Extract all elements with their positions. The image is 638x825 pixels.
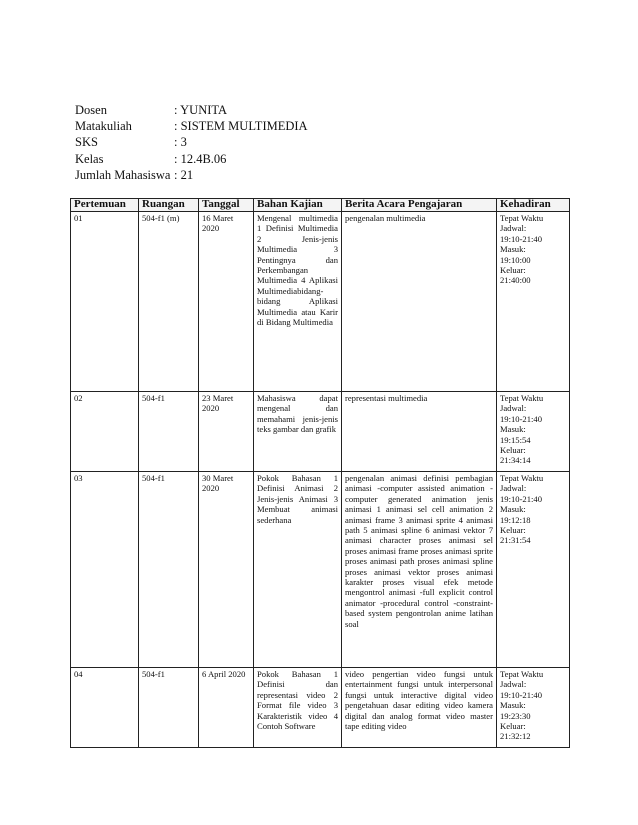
info-value: : 3 <box>174 135 187 150</box>
kehadiran-status: Tepat Waktu <box>500 213 544 223</box>
info-row-matakuliah <box>75 118 308 134</box>
kehadiran-value: 19:10-21:40 <box>500 413 543 424</box>
cell-tanggal: 30 Maret 2020 <box>199 472 254 668</box>
kehadiran-label: Jadwal: <box>500 223 527 234</box>
cell-ruangan: 504-f1 <box>139 668 199 748</box>
info-row-sks <box>75 134 308 150</box>
cell-ruangan: 504-f1 <box>139 472 199 668</box>
kehadiran-value: 19:12:18 <box>500 514 531 525</box>
cell-tanggal: 6 April 2020 <box>199 668 254 748</box>
kehadiran-label: Keluar: <box>500 525 526 536</box>
info-label: Dosen <box>75 103 107 117</box>
kehadiran-status: Tepat Waktu <box>500 669 544 679</box>
info-label: Kelas <box>75 151 104 166</box>
info-row-kelas <box>75 151 308 167</box>
kehadiran-value: 19:23:30 <box>500 710 531 721</box>
info-label: Matakuliah <box>75 119 132 134</box>
kehadiran-label: Masuk: <box>500 424 526 435</box>
cell-ruangan: 504-f1 (m) <box>139 212 199 392</box>
info-label: Jumlah Mahasiswa <box>75 167 171 182</box>
cell-pertemuan: 04 <box>71 668 139 748</box>
cell-tanggal: 23 Maret 2020 <box>199 392 254 472</box>
kehadiran-value: 21:31:54 <box>500 535 531 546</box>
cell-bahan-kajian-text: Mengenal multimedia 1 Definisi Multimedia 2 Jenis-jenis Multimedia 3 Pentingnya dan Perkembangan Multimedia 4 Aplikasi Multimediabidang-bidang Aplikasi Multimedia atau Karir di Bidang Multimedia <box>257 213 338 328</box>
cell-kehadiran <box>497 212 570 392</box>
kehadiran-label: Jadwal: <box>500 483 527 494</box>
cell-bahan-kajian: Pokok Bahasan 1 Definisi Animasi 2 Jenis-jenis Animasi 3 Membuat animasi sederhana <box>254 472 342 668</box>
cell-berita-acara: video pengertian video fungsi untuk entertainment fungsi untuk interpersonal fungsi untuk interactive digital video pengetahuan dasar editing video kamera digital dan analog format video master tape editing video <box>342 668 497 748</box>
cell-ruangan: 504-f1 <box>139 392 199 472</box>
table-row <box>71 472 570 668</box>
kehadiran-status: Tepat Waktu <box>500 393 544 403</box>
course-info <box>75 102 308 183</box>
cell-pertemuan: 01 <box>71 212 139 392</box>
kehadiran-value: 21:40:00 <box>500 275 531 286</box>
info-row-jumlah-mahasiswa <box>75 167 308 183</box>
table-row <box>71 392 570 472</box>
kehadiran-label: Keluar: <box>500 721 526 732</box>
cell-bahan-kajian <box>254 212 342 392</box>
kehadiran-label: Keluar: <box>500 445 526 456</box>
column-header-bahan-kajian: Bahan Kajian <box>254 199 342 212</box>
cell-kehadiran <box>497 472 570 668</box>
info-value: : SISTEM MULTIMEDIA <box>174 119 308 134</box>
cell-kehadiran <box>497 668 570 748</box>
cell-berita-acara: pengenalan multimedia <box>342 212 497 392</box>
cell-berita-acara <box>342 472 497 668</box>
cell-tanggal: 16 Maret 2020 <box>199 212 254 392</box>
cell-pertemuan: 02 <box>71 392 139 472</box>
table-row <box>71 668 570 748</box>
kehadiran-value: 21:34:14 <box>500 455 531 466</box>
column-header-ruangan: Ruangan <box>139 199 199 212</box>
cell-bahan-kajian: Mahasiswa dapat mengenal dan memahami jenis-jenis teks gambar dan grafik <box>254 392 342 472</box>
kehadiran-status: Tepat Waktu <box>500 473 544 483</box>
kehadiran-value: 21:32:12 <box>500 731 531 742</box>
kehadiran-value: 19:10-21:40 <box>500 493 543 504</box>
kehadiran-label: Masuk: <box>500 700 526 711</box>
cell-kehadiran <box>497 392 570 472</box>
column-header-tanggal: Tanggal <box>199 199 254 212</box>
info-value: : 12.4B.06 <box>174 151 227 166</box>
cell-berita-acara: representasi multimedia <box>342 392 497 472</box>
kehadiran-label: Jadwal: <box>500 679 527 690</box>
kehadiran-label: Masuk: <box>500 504 526 515</box>
kehadiran-value: 19:10-21:40 <box>500 233 543 244</box>
cell-berita-acara-text: pengenalan animasi definisi pembagian animasi -computer assisted animation -computer generated animation jenis animasi 1 animasi sel cell animation 2 animasi frame 3 animasi sprite 4 animasi path 5 animasi spline 6 animasi vektor 7 animasi character proses animasi sel proses animasi frame proses animasi sprite proses animasi path proses animasi spline proses animasi vektor proses animasi karakter proses visual efek metode mengontrol animasi -full explicit control animator -procedural control -constraint-based system pengontrolan anime latihan soal <box>345 473 493 629</box>
attendance-table <box>70 198 570 748</box>
kehadiran-label: Masuk: <box>500 244 526 255</box>
kehadiran-value: 19:15:54 <box>500 434 531 445</box>
kehadiran-value: 19:10:00 <box>500 254 531 265</box>
cell-bahan-kajian: Pokok Bahasan 1 Definisi dan representasi video 2 Format file video 3 Karakteristik video 4 Contoh Software <box>254 668 342 748</box>
table-row <box>71 212 570 392</box>
column-header-berita-acara: Berita Acara Pengajaran <box>342 199 497 212</box>
info-value: : YUNITA <box>174 103 228 117</box>
info-value: : 21 <box>174 167 194 182</box>
kehadiran-value: 19:10-21:40 <box>500 689 543 700</box>
info-label: SKS <box>75 135 98 150</box>
column-header-kehadiran: Kehadiran <box>497 199 570 212</box>
column-header-pertemuan: Pertemuan <box>71 199 139 212</box>
kehadiran-label: Jadwal: <box>500 403 527 414</box>
cell-pertemuan: 03 <box>71 472 139 668</box>
table-header-row <box>71 199 570 212</box>
kehadiran-label: Keluar: <box>500 265 526 276</box>
info-row-dosen <box>75 102 308 118</box>
